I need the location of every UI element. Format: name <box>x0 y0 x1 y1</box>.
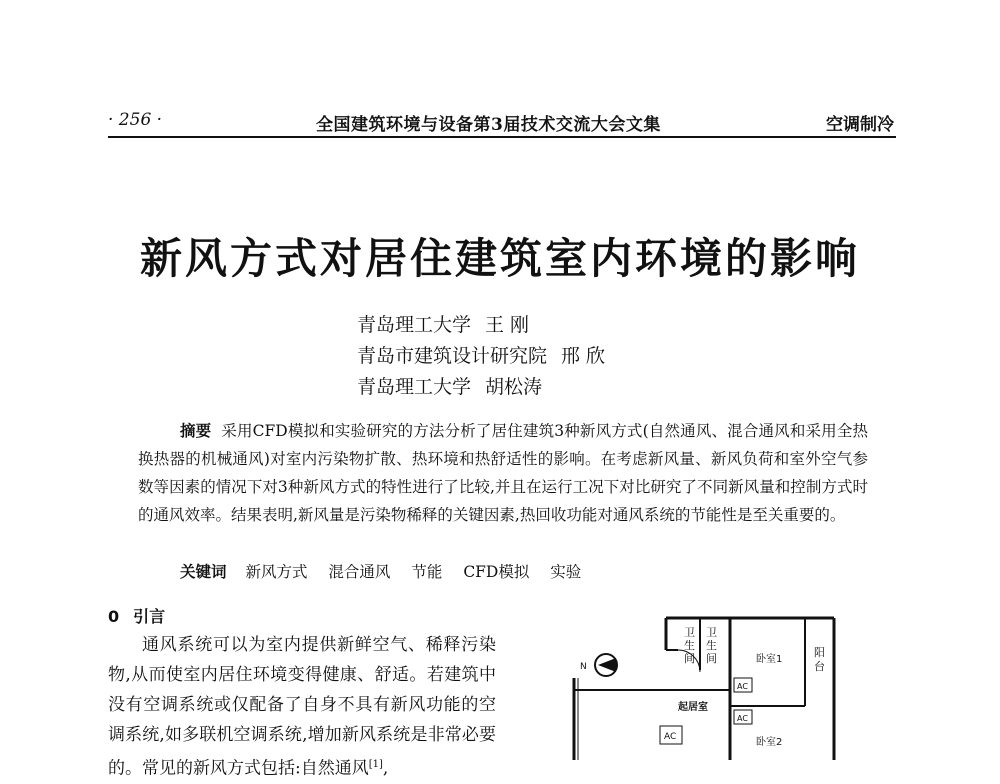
body-paragraph <box>108 630 496 779</box>
header-rule <box>108 136 896 138</box>
author-row <box>357 310 619 341</box>
paragraph-tail: , <box>382 758 389 779</box>
section-label: 空调制冷 <box>826 115 894 135</box>
section-heading <box>108 604 165 627</box>
keyword: 新风方式 <box>245 563 308 581</box>
paper-title: 新风方式对居住建筑室内环境的影响 <box>139 234 860 283</box>
bedroom-1-label: 卧室1 <box>756 654 783 665</box>
abstract-text: 采用CFD模拟和实验研究的方法分析了居住建筑3种新风方式(自然通风、混合通风和采用全热换热器的机械通风)对室内污染物扩散、热环境和热舒适性的影响。在考虑新风量、新风负荷和室外空气参数等因素的情况下对3种新风方式的特性进行了比较,并且在运行工况下对比研究了不同新风量和控制方式时的通风效率。结果表明,新风量是污染物稀释的关键因素,热回收功能对通风系统的节能性是至关重要的。 <box>138 422 868 524</box>
keywords <box>180 560 597 582</box>
section-number: 0 <box>108 607 120 626</box>
north-label: N <box>580 662 587 672</box>
section-title: 引言 <box>133 607 166 626</box>
living-room-label: 起居室 <box>678 702 708 713</box>
keywords-label: 关键词 <box>180 562 227 581</box>
author-affiliation: 青岛市建筑设计研究院 <box>357 345 548 367</box>
keyword: 实验 <box>550 563 582 581</box>
abstract-label: 摘要 <box>180 421 212 440</box>
balcony-label: 阳 <box>814 646 825 659</box>
author-name: 邢 欣 <box>561 345 606 367</box>
abstract <box>138 417 868 529</box>
keyword: 混合通风 <box>328 563 391 581</box>
floor-plan-figure <box>560 610 840 760</box>
balcony-label: 台 <box>814 660 825 673</box>
running-header <box>108 110 894 136</box>
bath-2-label: 生 <box>706 639 717 652</box>
ac-label: AC <box>737 682 748 691</box>
citation-ref: [1] <box>368 759 383 770</box>
bath-2-label: 间 <box>706 652 717 665</box>
author-affiliation: 青岛理工大学 <box>357 314 472 336</box>
bedroom-2-label: 卧室2 <box>756 737 783 748</box>
author-name: 王 刚 <box>485 314 530 336</box>
author-row <box>357 372 619 403</box>
author-affiliation: 青岛理工大学 <box>357 376 472 398</box>
bath-1-label: 间 <box>684 652 695 665</box>
bath-1-label: 卫 <box>684 626 695 639</box>
keyword: CFD模拟 <box>463 563 530 581</box>
author-row <box>357 341 619 372</box>
floor-plan-drawing <box>560 610 840 760</box>
author-block <box>357 310 619 403</box>
journal-title: 全国建筑环境与设备第3届技术交流大会文集 <box>316 115 661 135</box>
ac-label: AC <box>737 714 748 723</box>
bath-2-label: 卫 <box>706 626 717 639</box>
keyword: 节能 <box>411 563 443 581</box>
paragraph-text: 通风系统可以为室内提供新鲜空气、稀释污染物,从而使室内居住环境变得健康、舒适。若建筑中没有空调系统或仅配备了自身不具有新风功能的空调系统,如多联机空调系统,增加新风系统是非常必要的。常见的新风方式包括:自然通风 <box>108 635 496 779</box>
ac-label: AC <box>664 732 677 742</box>
bath-1-label: 生 <box>684 639 695 652</box>
author-name: 胡松涛 <box>485 376 543 398</box>
north-arrow-pointer-icon <box>598 658 616 672</box>
page-number: · 256 · <box>108 110 163 130</box>
